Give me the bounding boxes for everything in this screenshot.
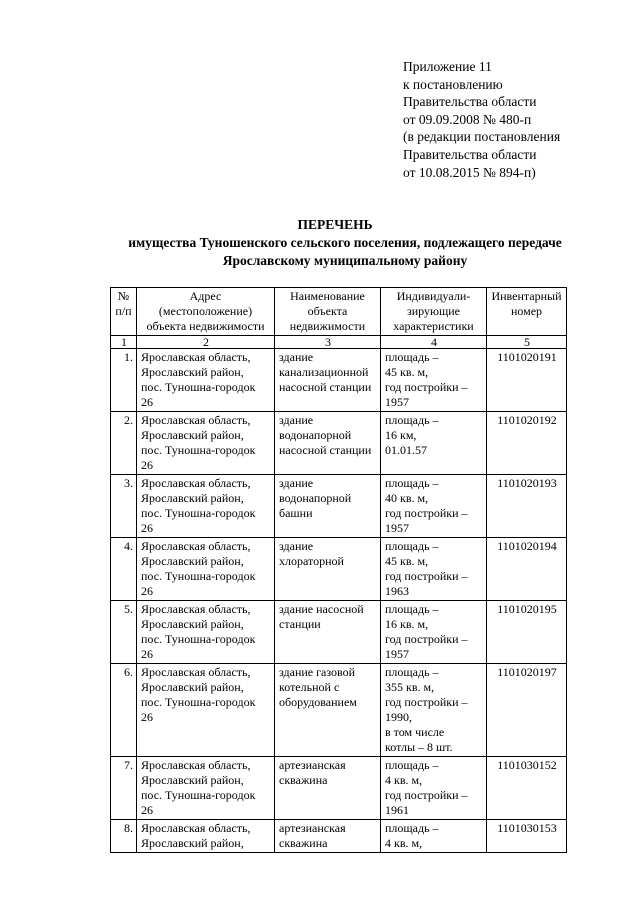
object-name-line: здание <box>279 413 314 427</box>
row-address <box>137 820 275 853</box>
table-row <box>111 820 567 853</box>
address-line: Ярославская область, <box>141 758 251 772</box>
row-object-name <box>275 538 381 601</box>
characteristic-line: год постройки – <box>385 506 468 520</box>
object-name-line: здание газовой <box>279 665 356 679</box>
row-object-name <box>275 664 381 757</box>
column-number: 4 <box>381 336 487 349</box>
object-name-line: скважина <box>279 836 328 850</box>
row-object-name <box>275 475 381 538</box>
address-line: Ярославская область, <box>141 476 251 490</box>
object-name-line: насосной станции <box>279 380 372 394</box>
row-number: 6. <box>111 664 137 757</box>
row-inventory-number: 1101020195 <box>487 601 567 664</box>
header-text: номер <box>510 304 543 318</box>
object-name-line: артезианская <box>279 758 346 772</box>
address-line: Ярославский район, <box>141 836 244 850</box>
header-text: (местоположение) <box>158 304 253 318</box>
row-address <box>137 664 275 757</box>
row-number: 8. <box>111 820 137 853</box>
row-characteristics <box>381 757 487 820</box>
address-line: 26 <box>141 584 153 598</box>
characteristic-line: 1961 <box>385 803 409 817</box>
table-header-row <box>111 288 567 336</box>
object-name-line: артезианская <box>279 821 346 835</box>
address-line: Ярославский район, <box>141 554 244 568</box>
characteristic-line: год постройки – <box>385 632 468 646</box>
row-number: 5. <box>111 601 137 664</box>
characteristic-line: год постройки – <box>385 380 468 394</box>
characteristic-line: площадь – <box>385 476 439 490</box>
column-number: 3 <box>275 336 381 349</box>
address-line: Ярославский район, <box>141 773 244 787</box>
column-number: 5 <box>487 336 567 349</box>
row-inventory-number: 1101020192 <box>487 412 567 475</box>
appendix-note <box>403 58 560 181</box>
address-line: Ярославская область, <box>141 821 251 835</box>
characteristic-line: 01.01.57 <box>385 443 427 457</box>
characteristic-line: 1957 <box>385 647 409 661</box>
characteristic-line: 1957 <box>385 395 409 409</box>
characteristic-line: в том числе <box>385 725 445 739</box>
object-name-line: котельной с <box>279 680 340 694</box>
row-address <box>137 538 275 601</box>
appendix-line: (в редакции постановления <box>403 129 561 145</box>
characteristic-line: 45 кв. м, <box>385 554 429 568</box>
row-inventory-number: 1101020191 <box>487 349 567 412</box>
characteristic-line: год постройки – <box>385 695 468 709</box>
characteristic-line: площадь – <box>385 821 439 835</box>
characteristic-line: 355 кв. м, <box>385 680 435 694</box>
property-table <box>110 287 567 853</box>
object-name-line: канализационной <box>279 365 369 379</box>
address-line: Ярославский район, <box>141 617 244 631</box>
row-characteristics <box>381 820 487 853</box>
characteristic-line: 1963 <box>385 584 409 598</box>
row-characteristics <box>381 601 487 664</box>
table-row <box>111 412 567 475</box>
row-object-name <box>275 412 381 475</box>
header-text: Инвентарный <box>491 289 562 303</box>
address-line: пос. Туношна-городок <box>141 569 256 583</box>
address-line: пос. Туношна-городок <box>141 443 256 457</box>
object-name-line: башни <box>279 506 313 520</box>
characteristic-line: котлы – 8 шт. <box>385 740 453 754</box>
row-address <box>137 757 275 820</box>
row-object-name <box>275 349 381 412</box>
address-line: Ярославский район, <box>141 365 244 379</box>
object-name-line: скважина <box>279 773 328 787</box>
table-row <box>111 475 567 538</box>
header-text: объекта <box>307 304 348 318</box>
header-text: зирующие <box>407 304 460 318</box>
characteristic-line: площадь – <box>385 413 439 427</box>
characteristic-line: площадь – <box>385 350 439 364</box>
characteristic-line: 1957 <box>385 521 409 535</box>
row-number: 4. <box>111 538 137 601</box>
row-inventory-number: 1101020197 <box>487 664 567 757</box>
appendix-line: Правительства области <box>403 146 537 162</box>
row-inventory-number: 1101030153 <box>487 820 567 853</box>
characteristic-line: 45 кв. м, <box>385 365 429 379</box>
header-inventory <box>487 288 567 336</box>
title-subject: имущества Туношенского сельского поселения, подлежащего передаче <box>128 234 562 250</box>
row-characteristics <box>381 664 487 757</box>
row-inventory-number: 1101030152 <box>487 757 567 820</box>
header-characteristics <box>381 288 487 336</box>
object-name-line: водонапорной <box>279 491 352 505</box>
row-characteristics <box>381 349 487 412</box>
address-line: Ярославская область, <box>141 602 251 616</box>
row-number: 2. <box>111 412 137 475</box>
characteristic-line: 16 км, <box>385 428 417 442</box>
object-name-line: здание <box>279 476 314 490</box>
table-row <box>111 538 567 601</box>
row-object-name <box>275 820 381 853</box>
characteristic-line: год постройки – <box>385 788 468 802</box>
characteristic-line: 4 кв. м, <box>385 836 423 850</box>
header-text: № <box>117 289 130 303</box>
appendix-line: Правительства области <box>403 94 537 110</box>
title-recipient: Ярославскому муниципальному району <box>222 252 468 268</box>
row-address <box>137 349 275 412</box>
address-line: 26 <box>141 710 153 724</box>
address-line: 26 <box>141 395 153 409</box>
header-name <box>275 288 381 336</box>
header-text: п/п <box>115 304 132 318</box>
object-name-line: хлораторной <box>279 554 344 568</box>
header-text: объекта недвижимости <box>146 319 265 333</box>
document-title <box>0 216 640 269</box>
header-number <box>111 288 137 336</box>
row-inventory-number: 1101020193 <box>487 475 567 538</box>
address-line: Ярославская область, <box>141 413 251 427</box>
characteristic-line: площадь – <box>385 602 439 616</box>
characteristic-line: 40 кв. м, <box>385 491 429 505</box>
table-row <box>111 349 567 412</box>
row-address <box>137 601 275 664</box>
row-number: 7. <box>111 757 137 820</box>
table-row <box>111 664 567 757</box>
table-row <box>111 601 567 664</box>
header-text: Адрес <box>189 289 222 303</box>
characteristic-line: 4 кв. м, <box>385 773 423 787</box>
address-line: 26 <box>141 803 153 817</box>
appendix-line: от 10.08.2015 № 894-п) <box>403 164 536 180</box>
object-name-line: здание <box>279 539 314 553</box>
row-object-name <box>275 757 381 820</box>
object-name-line: водонапорной <box>279 428 352 442</box>
object-name-line: станции <box>279 617 321 631</box>
title-heading: ПЕРЕЧЕНЬ <box>297 217 373 232</box>
object-name-line: здание <box>279 350 314 364</box>
row-number: 3. <box>111 475 137 538</box>
address-line: Ярославская область, <box>141 665 251 679</box>
object-name-line: оборудованием <box>279 695 357 709</box>
row-address <box>137 475 275 538</box>
object-name-line: насосной станции <box>279 443 372 457</box>
address-line: пос. Туношна-городок <box>141 632 256 646</box>
address-line: пос. Туношна-городок <box>141 788 256 802</box>
characteristic-line: год постройки – <box>385 569 468 583</box>
address-line: Ярославская область, <box>141 539 251 553</box>
address-line: Ярославский район, <box>141 428 244 442</box>
row-number: 1. <box>111 349 137 412</box>
address-line: пос. Туношна-городок <box>141 506 256 520</box>
address-line: 26 <box>141 521 153 535</box>
address-line: Ярославский район, <box>141 491 244 505</box>
header-address <box>137 288 275 336</box>
address-line: пос. Туношна-городок <box>141 380 256 394</box>
header-text: Наименование <box>290 289 365 303</box>
characteristic-line: площадь – <box>385 539 439 553</box>
row-inventory-number: 1101020194 <box>487 538 567 601</box>
column-number-row <box>111 336 567 349</box>
characteristic-line: 1990, <box>385 710 412 724</box>
row-characteristics <box>381 475 487 538</box>
row-address <box>137 412 275 475</box>
appendix-line: Приложение 11 <box>403 59 492 74</box>
appendix-line: к постановлению <box>403 76 503 92</box>
row-characteristics <box>381 538 487 601</box>
table-row <box>111 757 567 820</box>
characteristic-line: площадь – <box>385 758 439 772</box>
column-number: 1 <box>111 336 137 349</box>
row-object-name <box>275 601 381 664</box>
characteristic-line: площадь – <box>385 665 439 679</box>
appendix-line: от 09.09.2008 № 480-п <box>403 111 532 127</box>
column-number: 2 <box>137 336 275 349</box>
address-line: пос. Туношна-городок <box>141 695 256 709</box>
address-line: Ярославский район, <box>141 680 244 694</box>
address-line: 26 <box>141 647 153 661</box>
header-text: недвижимости <box>289 319 366 333</box>
characteristic-line: 16 кв. м, <box>385 617 429 631</box>
object-name-line: здание насосной <box>279 602 364 616</box>
row-characteristics <box>381 412 487 475</box>
address-line: 26 <box>141 458 153 472</box>
header-text: характеристики <box>393 319 474 333</box>
address-line: Ярославская область, <box>141 350 251 364</box>
header-text: Индивидуали- <box>396 289 471 303</box>
